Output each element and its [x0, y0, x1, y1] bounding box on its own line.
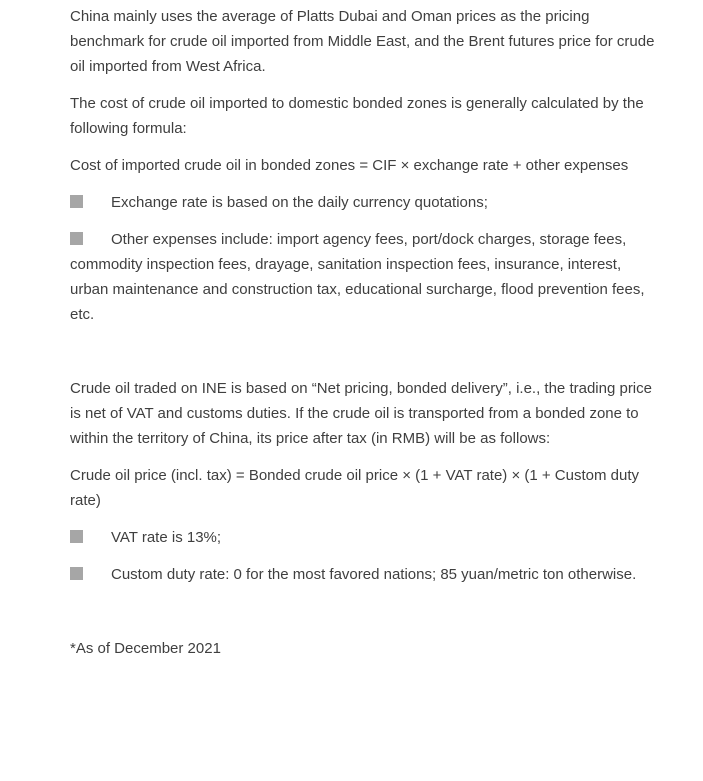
bullet-square-icon: [70, 567, 83, 580]
bullet-square-icon: [70, 232, 83, 245]
bullet-item-custom-duty: [70, 562, 662, 587]
bullet-text: Exchange rate is based on the daily currency quotations;: [111, 194, 488, 211]
blank-line: [70, 599, 662, 636]
bullet-item-other-expenses: [70, 227, 662, 327]
bullet-item-vat-rate: [70, 525, 662, 550]
footnote-as-of-date: *As of December 2021: [70, 640, 221, 657]
paragraph-pricing-benchmark: China mainly uses the average of Platts Dubai and Oman prices as the pricing benchmark for crude oil imported from Middle East, and the Brent futures price for crude oil imported from West Africa.: [70, 8, 655, 75]
formula-after-tax: Crude oil price (incl. tax) = Bonded crude oil price × (1 + VAT rate) × (1 + Custom duty rate): [70, 467, 640, 509]
blank-line: [70, 339, 662, 376]
bullet-text: VAT rate is 13%;: [111, 529, 222, 546]
paragraph-cost-intro: The cost of crude oil imported to domestic bonded zones is generally calculated by the following formula:: [70, 95, 644, 137]
bullet-square-icon: [70, 530, 83, 543]
paragraph-ine-pricing: Crude oil traded on INE is based on “Net pricing, bonded delivery”, i.e., the trading price is net of VAT and customs duties. If the crude oil is transported from a bonded zone to within the territory of China, its price after tax (in RMB) will be as follows:: [70, 380, 652, 447]
bullet-text: Custom duty rate: 0 for the most favored nations; 85 yuan/metric ton otherwise.: [111, 566, 637, 583]
bullet-item-exchange-rate: [70, 190, 662, 215]
bullet-square-icon: [70, 195, 83, 208]
formula-bonded-cost: Cost of imported crude oil in bonded zones = CIF × exchange rate + other expenses: [70, 157, 629, 174]
bullet-text: Other expenses include: import agency fees, port/dock charges, storage fees, commodity inspection fees, drayage, sanitation inspection fees, insurance, interest, urban maintenance and construction tax, educational surcharge, flood prevention fees, etc.: [70, 231, 645, 323]
